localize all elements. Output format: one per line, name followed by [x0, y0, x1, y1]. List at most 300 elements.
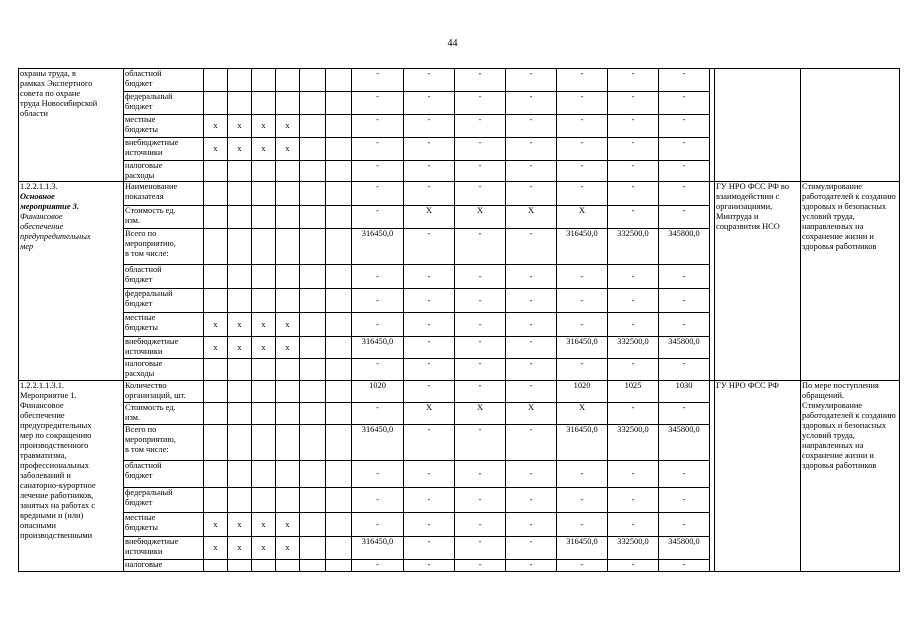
value-cell	[455, 161, 506, 182]
value-cell	[608, 69, 659, 92]
value: -	[580, 319, 584, 329]
value: -	[478, 182, 482, 191]
value: X	[425, 403, 433, 412]
x-mark: x	[285, 144, 290, 153]
label-line: бюджет	[125, 275, 153, 284]
value-cell	[455, 265, 506, 289]
value: -	[478, 381, 482, 390]
x-mark: x	[285, 319, 290, 329]
x-mark-cell	[228, 560, 252, 572]
x-mark-cell	[204, 461, 228, 488]
description-line: опасными	[20, 521, 56, 530]
value: -	[529, 182, 533, 191]
x-mark-cell	[204, 560, 228, 572]
x-mark-cell	[204, 92, 228, 115]
value: -	[427, 359, 431, 368]
value: -	[478, 319, 482, 329]
value: X	[527, 403, 535, 412]
value-cell	[608, 488, 659, 513]
value: -	[529, 229, 533, 238]
empty-cell	[300, 537, 326, 560]
value-cell	[557, 403, 608, 425]
value-cell	[455, 115, 506, 138]
value-cell	[608, 289, 659, 313]
value-cell	[506, 182, 557, 206]
x-mark-cell	[276, 92, 300, 115]
value-cell	[659, 461, 710, 488]
value: 1020	[369, 381, 386, 390]
value: -	[529, 560, 533, 569]
value-cell	[557, 289, 608, 313]
description-line: лечение работников,	[20, 491, 94, 500]
value: -	[529, 469, 533, 478]
x-mark-cell	[228, 161, 252, 182]
label-line: местные	[125, 115, 156, 124]
value-cell	[404, 337, 455, 359]
executor-cell	[715, 381, 801, 572]
label-line: организаций, шт.	[125, 391, 186, 400]
x-mark-cell	[228, 359, 252, 381]
value: -	[478, 138, 482, 147]
value: X	[527, 206, 535, 215]
description-line: труда Новосибирской	[20, 99, 98, 108]
funding-source-label	[124, 403, 204, 425]
value: -	[478, 69, 482, 78]
value: -	[376, 271, 379, 281]
value: 316450,0	[361, 537, 394, 546]
value: 332500,0	[617, 229, 649, 238]
value-cell	[506, 289, 557, 313]
label-line: бюджет	[125, 79, 153, 88]
value-cell	[557, 359, 608, 381]
value-cell	[557, 265, 608, 289]
value-cell	[352, 381, 404, 403]
x-mark-cell	[228, 513, 252, 537]
x-mark-cell	[228, 425, 252, 461]
value: -	[427, 69, 431, 78]
value-cell	[659, 359, 710, 381]
label-line: Стоимость ед.	[125, 403, 176, 412]
value-cell	[659, 206, 710, 229]
value-cell	[404, 289, 455, 313]
empty-cell	[300, 337, 326, 359]
value-cell	[608, 161, 659, 182]
x-mark-cell	[276, 313, 300, 337]
description-line: мер	[20, 242, 34, 251]
value: 345800,0	[668, 229, 700, 238]
label-line: расходы	[125, 369, 155, 378]
description-line: Мероприятие 1.	[20, 391, 77, 400]
x-mark-cell	[228, 461, 252, 488]
value-cell	[506, 425, 557, 461]
value-cell	[352, 229, 404, 265]
x-mark-cell	[276, 560, 300, 572]
description-line: рамках Экспертного	[20, 79, 93, 88]
value: -	[580, 271, 584, 281]
value: -	[529, 319, 533, 329]
measure-description	[19, 182, 124, 381]
x-mark-cell	[228, 381, 252, 403]
description-line: Финансовое	[20, 401, 64, 410]
label-line: Всего по	[125, 229, 157, 238]
x-mark-cell	[252, 229, 276, 265]
value: -	[631, 92, 635, 101]
value-cell	[608, 403, 659, 425]
value: -	[682, 92, 686, 101]
value: -	[427, 560, 431, 569]
value-cell	[404, 560, 455, 572]
value-cell	[352, 92, 404, 115]
value-cell	[404, 461, 455, 488]
value-cell	[659, 161, 710, 182]
value: -	[682, 271, 686, 281]
label-line: изм.	[125, 216, 141, 225]
funding-source-label	[124, 289, 204, 313]
value: -	[427, 92, 431, 101]
label-line: бюджет	[125, 498, 153, 507]
value: -	[682, 359, 686, 368]
value: -	[376, 519, 379, 529]
value: -	[631, 295, 635, 305]
value-cell	[404, 513, 455, 537]
empty-cell	[326, 313, 352, 337]
value-cell	[659, 537, 710, 560]
value-cell	[404, 381, 455, 403]
value: -	[682, 115, 686, 124]
x-mark-cell	[228, 488, 252, 513]
value: -	[427, 537, 431, 546]
value-cell	[659, 403, 710, 425]
value-cell	[557, 115, 608, 138]
x-mark-cell	[252, 115, 276, 138]
value-cell	[404, 265, 455, 289]
label-line: бюджеты	[125, 323, 159, 332]
value-cell	[506, 359, 557, 381]
x-mark-cell	[204, 229, 228, 265]
x-mark-cell	[204, 513, 228, 537]
value-cell	[608, 337, 659, 359]
value: -	[631, 69, 635, 78]
value: -	[580, 182, 584, 191]
value: -	[376, 359, 379, 368]
value: -	[427, 381, 431, 390]
empty-cell	[300, 560, 326, 572]
value-cell	[506, 92, 557, 115]
value-cell	[352, 425, 404, 461]
value-cell	[404, 206, 455, 229]
value: 1020	[573, 381, 591, 390]
value: 316450,0	[361, 229, 394, 238]
value-cell	[404, 488, 455, 513]
value: 316450,0	[566, 337, 598, 346]
x-mark-cell	[204, 182, 228, 206]
value-cell	[506, 337, 557, 359]
value-cell	[608, 425, 659, 461]
label-line: Наименование	[125, 182, 178, 191]
value-cell	[506, 513, 557, 537]
value: -	[529, 519, 533, 529]
value: 316450,0	[566, 229, 598, 238]
value: -	[427, 115, 431, 124]
value-cell	[608, 229, 659, 265]
empty-cell	[300, 313, 326, 337]
value: -	[427, 295, 431, 305]
value: -	[529, 271, 533, 281]
value: -	[529, 495, 533, 504]
x-mark-cell	[204, 115, 228, 138]
x-mark-cell	[204, 403, 228, 425]
table-row	[19, 182, 900, 206]
x-mark-cell	[252, 359, 276, 381]
value-cell	[659, 138, 710, 161]
x-mark: x	[237, 543, 242, 552]
value-cell	[608, 115, 659, 138]
x-mark: x	[213, 519, 218, 529]
value: 332500,0	[617, 537, 649, 546]
value: -	[478, 469, 482, 478]
x-mark-cell	[204, 537, 228, 560]
x-mark-cell	[252, 206, 276, 229]
x-mark-cell	[276, 488, 300, 513]
label-line: Стоимость ед.	[125, 206, 176, 215]
value: -	[682, 138, 686, 147]
x-mark: x	[237, 144, 242, 153]
value: -	[427, 337, 431, 346]
value-cell	[608, 92, 659, 115]
value: -	[529, 138, 533, 147]
value-cell	[455, 337, 506, 359]
value: -	[631, 495, 635, 504]
value-cell	[404, 92, 455, 115]
value-cell	[608, 182, 659, 206]
value-cell	[506, 461, 557, 488]
x-mark-cell	[228, 403, 252, 425]
value-cell	[608, 537, 659, 560]
value: -	[478, 295, 482, 305]
label-line: внебюджетные	[125, 138, 179, 147]
value: -	[682, 403, 686, 412]
value-cell	[557, 337, 608, 359]
empty-cell	[300, 265, 326, 289]
value-cell	[608, 513, 659, 537]
x-mark-cell	[276, 69, 300, 92]
funding-source-label	[124, 461, 204, 488]
empty-cell	[300, 289, 326, 313]
empty-cell	[300, 461, 326, 488]
description-line: занятых на работах с	[20, 501, 95, 510]
value-cell	[352, 289, 404, 313]
value: -	[631, 319, 635, 329]
value: -	[427, 425, 431, 434]
value: 1025	[624, 381, 642, 390]
empty-cell	[300, 513, 326, 537]
x-mark-cell	[204, 313, 228, 337]
program-table	[18, 68, 900, 572]
value-cell	[557, 92, 608, 115]
value: -	[580, 161, 584, 170]
page-number: 44	[447, 38, 458, 49]
value-cell	[506, 313, 557, 337]
value-cell	[506, 265, 557, 289]
x-mark-cell	[252, 289, 276, 313]
description-line: мер по сокращению	[20, 431, 92, 440]
value-cell	[608, 381, 659, 403]
value: -	[580, 359, 584, 368]
label-line: федеральный	[125, 289, 173, 298]
value-cell	[557, 161, 608, 182]
funding-source-label	[124, 381, 204, 403]
label-line: бюджет	[125, 471, 153, 480]
value: -	[682, 295, 686, 305]
label-line: расходы	[125, 171, 155, 180]
value-cell	[557, 229, 608, 265]
value-cell	[557, 138, 608, 161]
x-mark: x	[261, 342, 266, 352]
value-cell	[455, 229, 506, 265]
x-mark-cell	[228, 206, 252, 229]
value-cell	[557, 313, 608, 337]
value: -	[631, 138, 635, 147]
value: -	[478, 92, 482, 101]
value: 316450,0	[566, 425, 598, 434]
value-cell	[455, 513, 506, 537]
empty-cell	[326, 115, 352, 138]
label-line: показателя	[125, 192, 164, 201]
value-cell	[659, 488, 710, 513]
value: -	[682, 519, 686, 529]
value-cell	[506, 161, 557, 182]
empty-cell	[326, 359, 352, 381]
value-cell	[506, 381, 557, 403]
x-mark: x	[285, 121, 290, 130]
value-cell	[455, 425, 506, 461]
value: -	[682, 469, 686, 478]
x-mark-cell	[276, 381, 300, 403]
value-cell	[659, 425, 710, 461]
value: -	[427, 161, 431, 170]
empty-cell	[300, 229, 326, 265]
funding-source-label	[124, 488, 204, 513]
value: -	[631, 359, 635, 368]
value-cell	[659, 289, 710, 313]
x-mark: x	[237, 342, 242, 352]
empty-cell	[300, 182, 326, 206]
funding-source-label	[124, 206, 204, 229]
value: -	[580, 560, 584, 569]
value-cell	[608, 265, 659, 289]
value: -	[376, 319, 379, 329]
result-cell	[801, 182, 900, 381]
x-mark: x	[285, 543, 290, 552]
value: -	[376, 403, 379, 412]
result-text: Стимулирование работодателей к созданию здоровых и безопасных условий труда, направленных на сохранение жизни и здоровья работников	[802, 182, 896, 251]
value-cell	[659, 182, 710, 206]
label-line: бюджет	[125, 102, 153, 111]
value: -	[682, 560, 686, 569]
empty-cell	[326, 289, 352, 313]
description-line: мероприятие 3.	[20, 202, 79, 211]
value-cell	[455, 537, 506, 560]
value-cell	[352, 461, 404, 488]
value: -	[427, 319, 431, 329]
value: -	[631, 161, 635, 170]
x-mark-cell	[204, 488, 228, 513]
x-mark: x	[237, 121, 242, 130]
value-cell	[506, 138, 557, 161]
x-mark-cell	[252, 337, 276, 359]
empty-cell	[300, 115, 326, 138]
executor-text: ГУ НРО ФСС РФ во взаимодействии с организациями, Минтруда и соцразвития НСО	[716, 182, 790, 231]
label-line: Всего по	[125, 425, 157, 434]
value-cell	[659, 69, 710, 92]
value-cell	[352, 138, 404, 161]
x-mark-cell	[204, 359, 228, 381]
value: 316450,0	[566, 537, 598, 546]
x-mark-cell	[276, 513, 300, 537]
value: -	[478, 425, 482, 434]
value: -	[580, 519, 584, 529]
value-cell	[455, 560, 506, 572]
description-line: производственного	[20, 441, 89, 450]
value: -	[376, 182, 379, 191]
empty-cell	[326, 488, 352, 513]
label-line: федеральный	[125, 92, 173, 101]
value-cell	[352, 69, 404, 92]
description-line: вредными и (или)	[20, 511, 84, 520]
description-line: профессиональных	[20, 461, 89, 470]
result-cell	[801, 381, 900, 572]
description-line: заболеваний и	[20, 471, 71, 480]
value: -	[478, 115, 482, 124]
x-mark: x	[237, 519, 242, 529]
x-mark-cell	[228, 537, 252, 560]
funding-source-label	[124, 138, 204, 161]
x-mark-cell	[204, 265, 228, 289]
label-line: источники	[125, 347, 163, 356]
value-cell	[659, 265, 710, 289]
x-mark: x	[261, 319, 266, 329]
table-row	[19, 381, 900, 403]
funding-source-label	[124, 425, 204, 461]
x-mark-cell	[228, 69, 252, 92]
value-cell	[352, 403, 404, 425]
x-mark: x	[213, 319, 218, 329]
funding-source-label	[124, 265, 204, 289]
value-cell	[455, 69, 506, 92]
value: -	[478, 537, 482, 546]
label-line: областной	[125, 461, 162, 470]
x-mark: x	[213, 121, 218, 130]
value: -	[529, 359, 533, 368]
value-cell	[455, 92, 506, 115]
value-cell	[557, 425, 608, 461]
value: -	[478, 161, 482, 170]
funding-source-label	[124, 313, 204, 337]
empty-cell	[326, 560, 352, 572]
value: -	[529, 115, 533, 124]
label-line: областной	[125, 69, 162, 78]
value-cell	[404, 138, 455, 161]
value: 332500,0	[617, 337, 649, 346]
value: X	[425, 206, 433, 215]
label-line: мероприятию,	[125, 435, 176, 444]
empty-cell	[326, 92, 352, 115]
value: -	[682, 319, 686, 329]
value-cell	[506, 229, 557, 265]
x-mark-cell	[228, 138, 252, 161]
value: -	[631, 519, 635, 529]
value-cell	[352, 182, 404, 206]
